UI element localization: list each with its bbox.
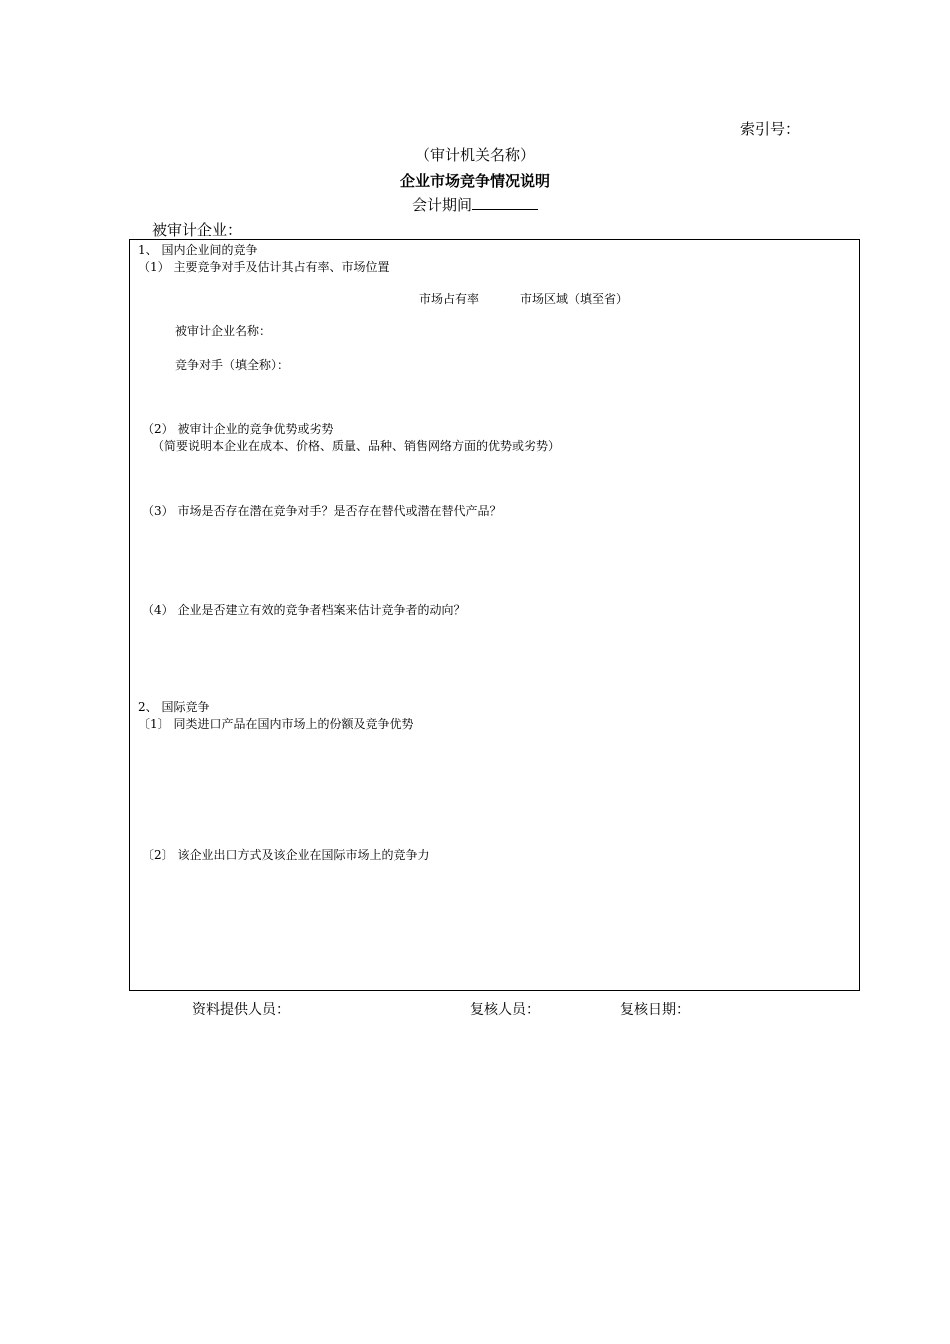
market-region-column-header: 市场区域（填至省） [520,292,629,306]
competition-form-box [129,239,860,991]
section1-q3-label: （3） 市场是否存在潜在竞争对手？是否存在替代或潜在替代产品？ [142,504,502,518]
section2-q2-label: 〔2〕 该企业出口方式及该企业在国际市场上的竞争力 [142,848,430,862]
section1-q2-label: （2） 被审计企业的竞争优势或劣势 [142,422,334,436]
audited-enterprise-name-field[interactable]: 被审计企业名称： [175,324,272,338]
section1-q1-label: （1） 主要竞争对手及估计其占有率、市场位置 [138,260,390,274]
section2-q1-label: 〔1〕 同类进口产品在国内市场上的份额及竞争优势 [138,717,414,731]
accounting-period-blank[interactable] [472,195,538,210]
competitor-name-field[interactable]: 竞争对手（填全称）： [175,358,290,372]
review-date-label: 复核日期： [620,1002,690,1018]
accounting-period [0,194,950,215]
index-number-label: 索引号： [740,120,801,138]
market-share-column-header: 市场占有率 [419,292,480,306]
audit-org-name: （审计机关名称） [414,146,535,164]
reviewer-label: 复核人员： [470,1002,540,1018]
audited-enterprise-label: 被审计企业： [152,221,243,239]
accounting-period-label: 会计期间 [411,196,472,214]
section1-q4-label: （4） 企业是否建立有效的竞争者档案来估计竞争者的动向？ [142,603,466,617]
section1-q2-hint: （简要说明本企业在成本、价格、质量、品种、销售网络方面的优势或劣势） [152,439,561,453]
page-title: 企业市场竞争情况说明 [399,172,550,190]
section2-title: 2、 国际竞争 [138,700,210,714]
section1-title: 1、 国内企业间的竞争 [138,243,258,257]
data-provider-label: 资料提供人员： [192,1002,290,1018]
